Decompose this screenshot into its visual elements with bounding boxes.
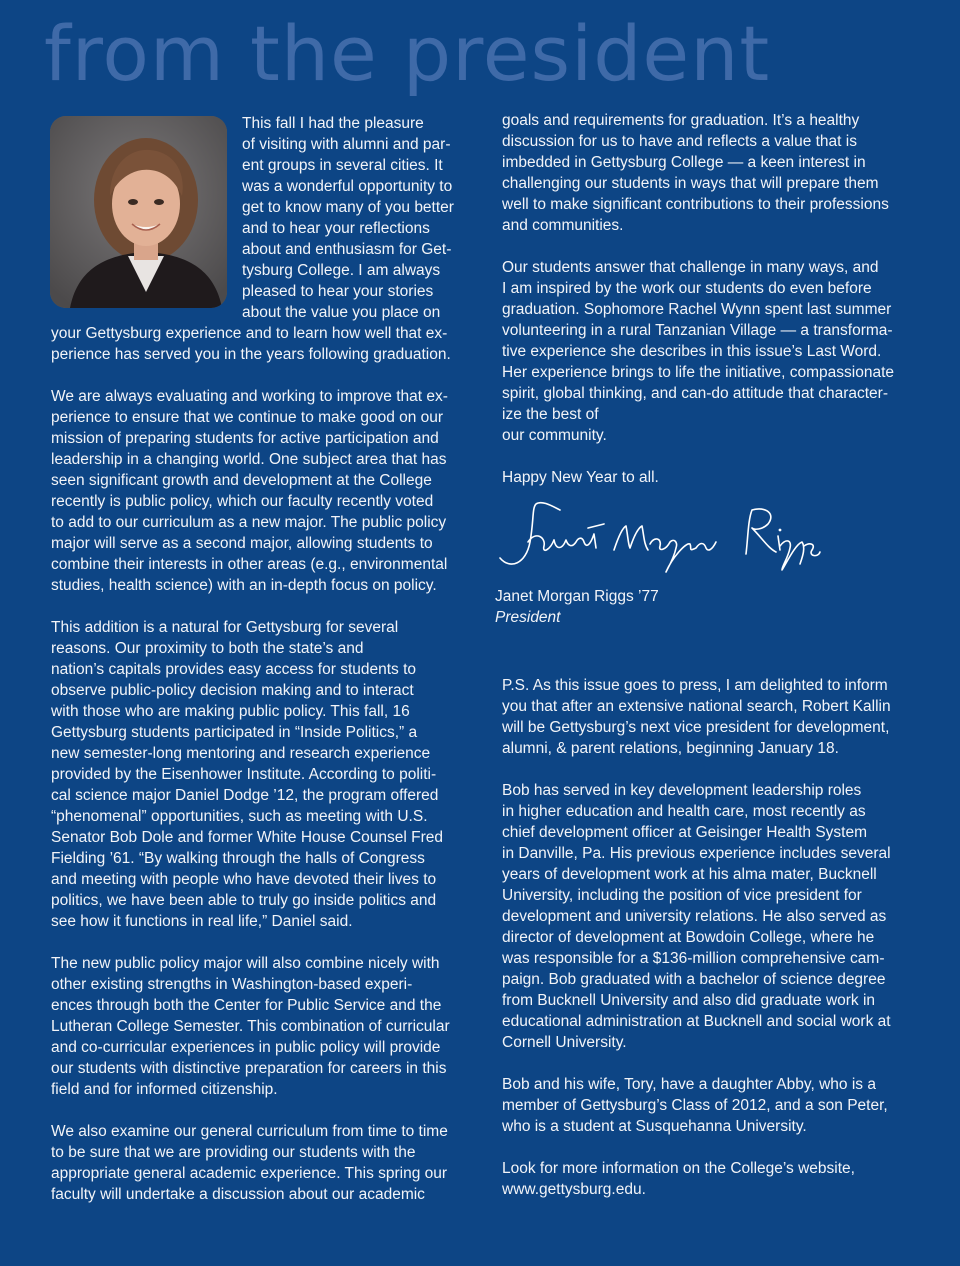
text-line: Bob and his wife, Tory, have a daughter Abby, who is a (502, 1076, 876, 1093)
handwritten-signature-icon (490, 498, 830, 578)
postscript-paragraphs (502, 675, 922, 1200)
text-line: ize the best of (502, 406, 599, 423)
text-line: member of Gettysburg’s Class of 2012, and a son Peter, (502, 1097, 888, 1114)
postscript-column (502, 675, 922, 1200)
right-column-paragraphs (502, 110, 922, 488)
paragraph (502, 675, 922, 759)
text-line: and co-curricular experiences in public policy will provide (51, 1039, 441, 1056)
text-line: Look for more information on the College’s website, (502, 1160, 855, 1177)
text-line: chief development officer at Geisinger Health System (502, 824, 868, 841)
text-line: goals and requirements for graduation. It’s a healthy (502, 112, 860, 129)
text-line: Senator Bob Dole and former White House Counsel Fred (51, 829, 444, 846)
text-line: discussion for us to have and reflects a value that is (502, 133, 857, 150)
text-line: and communities. (502, 217, 624, 234)
text-line: graduation. Sophomore Rachel Wynn spent last summer (502, 301, 892, 318)
text-line: new semester-long mentoring and research experience (51, 745, 431, 762)
text-line: see how it functions in real life,” Daniel said. (51, 913, 353, 930)
page-title: from the president (44, 9, 771, 98)
text-line: to add to our curriculum as a new major. The public policy (51, 514, 447, 531)
text-line: educational administration at Bucknell and social work at (502, 1013, 891, 1030)
text-line: P.S. As this issue goes to press, I am delighted to inform (502, 677, 888, 694)
text-line: challenging our students in ways that will prepare them (502, 175, 879, 192)
text-line: This addition is a natural for Gettysburg for several (51, 619, 399, 636)
text-line: cal science major Daniel Dodge ’12, the program offered (51, 787, 439, 804)
text-line: The new public policy major will also combine nicely with (51, 955, 440, 972)
text-line: field and for informed citizenship. (51, 1081, 278, 1098)
text-line: of visiting with alumni and par- (242, 136, 451, 153)
text-line: Fielding ’61. “By walking through the halls of Congress (51, 850, 425, 867)
left-column-paragraphs (51, 113, 481, 1205)
text-line: provided by the Eisenhower Institute. According to politi- (51, 766, 437, 783)
text-line: pleased to hear your stories (242, 283, 434, 300)
paragraph (502, 110, 922, 236)
text-line: about and enthusiasm for Get- (242, 241, 452, 258)
text-line: We are always evaluating and working to improve that ex- (51, 388, 448, 405)
text-line: We also examine our general curriculum from time to time (51, 1123, 448, 1140)
text-line: This fall I had the pleasure (242, 115, 424, 132)
text-line: Our students answer that challenge in many ways, and (502, 259, 879, 276)
text-line: our students with distinctive preparation for careers in this (51, 1060, 447, 1077)
text-line: perience to ensure that we continue to make good on our (51, 409, 444, 426)
text-line: ences through both the Center for Public Service and the (51, 997, 442, 1014)
text-line: major will serve as a second major, allowing students to (51, 535, 433, 552)
text-line: faculty will undertake a discussion about our academic (51, 1186, 425, 1203)
text-line: volunteering in a rural Tanzanian Village — a transforma- (502, 322, 893, 339)
paragraph (502, 1074, 922, 1137)
paragraph (51, 113, 481, 365)
signatory-name: Janet Morgan Riggs ’77 (495, 588, 659, 605)
text-line: observe public-policy decision making and to interact (51, 682, 414, 699)
text-line: development and university relations. He also served as (502, 908, 887, 925)
signatory-title: President (495, 609, 561, 626)
text-line: studies, health science) with an in-depth focus on policy. (51, 577, 437, 594)
text-line: University, including the position of vice president for (502, 887, 862, 904)
text-line: was a wonderful opportunity to (242, 178, 453, 195)
text-line: from Bucknell University and also did graduate work in (502, 992, 876, 1009)
left-column (51, 113, 481, 1205)
paragraph (51, 953, 481, 1100)
text-line: Happy New Year to all. (502, 469, 659, 486)
text-line: Bob has served in key development leadership roles (502, 782, 862, 799)
paragraph (51, 386, 481, 596)
text-line: Cornell University. (502, 1034, 627, 1051)
text-line: spirit, global thinking, and can-do attitude that character- (502, 385, 889, 402)
text-line: other existing strengths in Washington-based experi- (51, 976, 413, 993)
text-line: director of development at Bowdoin College, where he (502, 929, 875, 946)
text-line: Lutheran College Semester. This combination of curricular (51, 1018, 450, 1035)
paragraph (51, 1121, 481, 1205)
text-line: seen significant growth and development at the College (51, 472, 432, 489)
text-line: will be Gettysburg’s next vice president for development, (502, 719, 890, 736)
text-line: about the value you place on (242, 304, 441, 321)
paragraph (51, 617, 481, 932)
text-line: who is a student at Susquehanna University. (502, 1118, 807, 1135)
text-line: imbedded in Gettysburg College — a keen interest in (502, 154, 866, 171)
paragraph (502, 1158, 922, 1200)
text-line: years of development work at his alma mater, Bucknell (502, 866, 877, 883)
text-line: “phenomenal” opportunities, such as meeting with U.S. (51, 808, 428, 825)
text-line: to be sure that we are providing our students with the (51, 1144, 416, 1161)
text-line: in higher education and health care, most recently as (502, 803, 866, 820)
text-line: paign. Bob graduated with a bachelor of science degree (502, 971, 886, 988)
text-line: leadership in a changing world. One subject area that has (51, 451, 447, 468)
text-line: tive experience she describes in this issue’s Last Word. (502, 343, 882, 360)
text-line: Her experience brings to life the initiative, compassionate (502, 364, 895, 381)
text-line: your Gettysburg experience and to learn how well that ex- (51, 325, 448, 342)
text-line: in Danville, Pa. His previous experience includes several (502, 845, 891, 862)
text-line: you that after an extensive national search, Robert Kallin (502, 698, 891, 715)
text-line: ent groups in several cities. It (242, 157, 443, 174)
paragraph (502, 780, 922, 1053)
text-line: well to make significant contributions to their professions (502, 196, 889, 213)
text-line: reasons. Our proximity to both the state’s and (51, 640, 364, 657)
text-line: www.gettysburg.edu. (502, 1181, 646, 1198)
right-column (502, 110, 922, 488)
text-line: and to hear your reflections (242, 220, 430, 237)
text-line: recently is public policy, which our faculty recently voted (51, 493, 434, 510)
text-line: with those who are making public policy. This fall, 16 (51, 703, 410, 720)
text-line: combine their interests in other areas (e.g., environmental (51, 556, 448, 573)
paragraph (502, 467, 922, 488)
text-line: Gettysburg students participated in “Inside Politics,” a (51, 724, 418, 741)
text-line: was responsible for a $136-million comprehensive cam- (502, 950, 885, 967)
text-line: and meeting with people who have devoted their lives to (51, 871, 437, 888)
text-line: nation’s capitals provides easy access for students to (51, 661, 417, 678)
text-line: our community. (502, 427, 607, 444)
text-line: politics, we have been able to truly go inside politics and (51, 892, 437, 909)
paragraph (502, 257, 922, 446)
text-line: tysburg College. I am always (242, 262, 441, 279)
text-line: mission of preparing students for active participation and (51, 430, 439, 447)
text-line: alumni, & parent relations, beginning January 18. (502, 740, 839, 757)
text-line: perience has served you in the years following graduation. (51, 346, 451, 363)
text-line: appropriate general academic experience. This spring our (51, 1165, 448, 1182)
text-line: I am inspired by the work our students do even before (502, 280, 872, 297)
text-line: get to know many of you better (242, 199, 454, 216)
